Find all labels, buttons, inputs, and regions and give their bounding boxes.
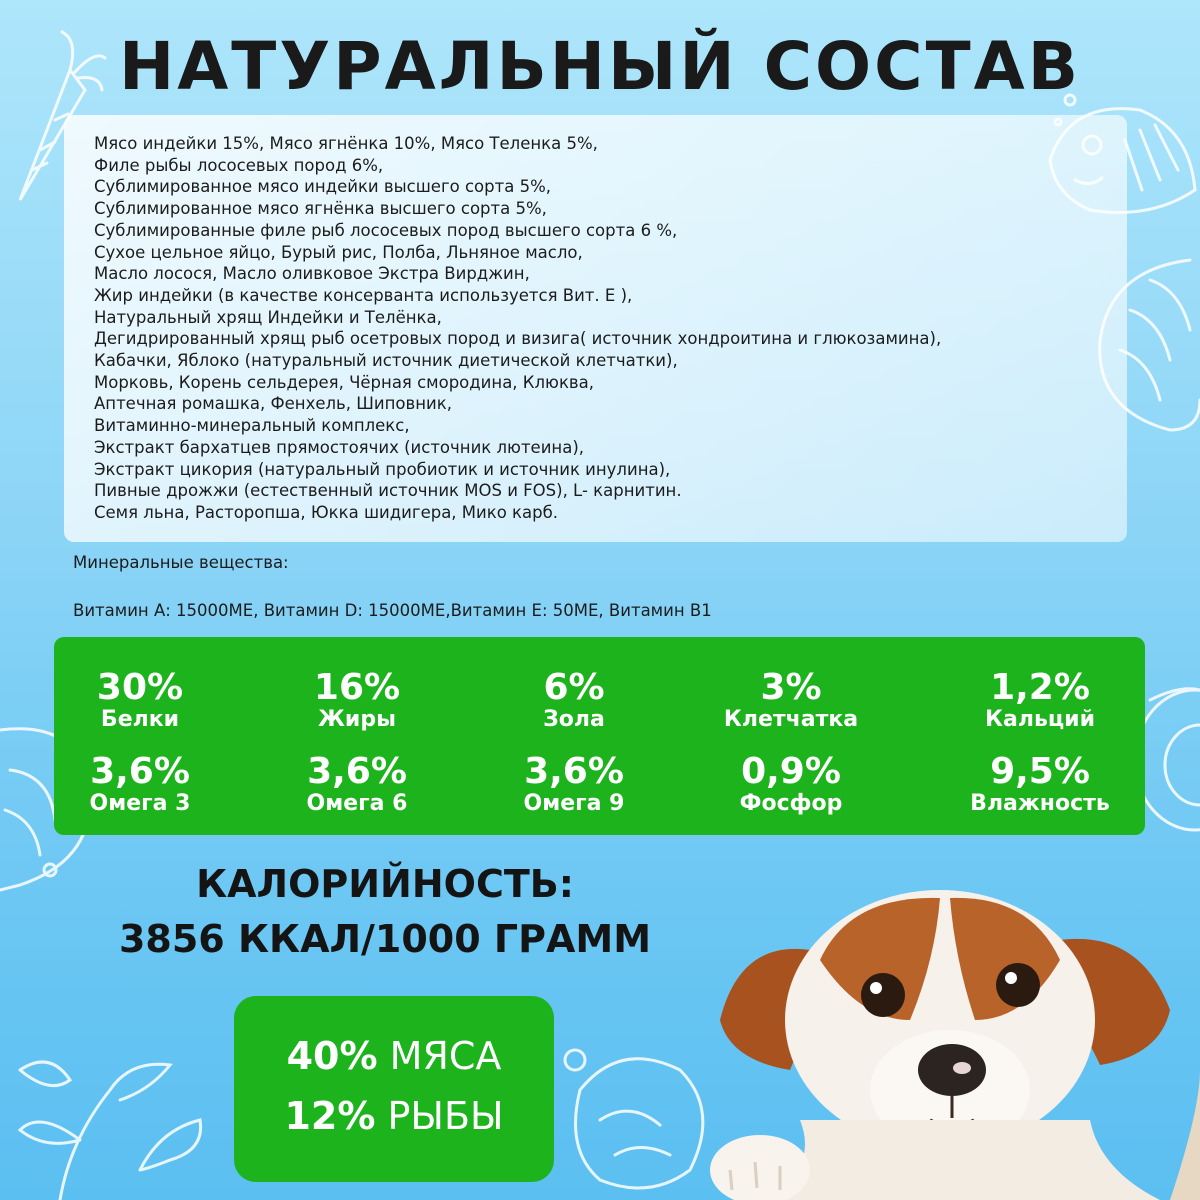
nutrient-stat	[940, 668, 1140, 732]
meat-label: МЯСА	[389, 1034, 502, 1078]
nutrient-stat	[40, 752, 240, 816]
ingredient-line: Сублимированное мясо индейки высшего сорта 5%,	[94, 177, 551, 197]
nutrient-label: Омега 3	[89, 791, 191, 816]
nutrient-value: 3,6%	[90, 751, 190, 792]
ingredient-line: Жир индейки (в качестве консерванта используется Вит. Е ),	[94, 285, 633, 305]
nutrient-label: Жиры	[318, 707, 396, 732]
nutrient-label: Омега 9	[523, 791, 625, 816]
ingredient-line: Сухое цельное яйцо, Бурый рис, Полба, Льняное масло,	[94, 242, 583, 262]
ingredient-line: Сублимированные филе рыб лососевых пород высшего сорта 6 %,	[94, 220, 678, 240]
ingredient-line: Экстракт бархатцев прямостоячих (источник лютеина),	[94, 437, 585, 457]
nutrient-label: Влажность	[970, 791, 1110, 816]
fish-line	[234, 1094, 554, 1138]
ingredient-line: Кабачки, Яблоко (натуральный источник диетической клетчатки),	[94, 351, 678, 371]
ingredient-line: Аптечная ромашка, Фенхель, Шиповник,	[94, 394, 452, 414]
ingredient-line: Дегидрированный хрящ рыб осетровых пород и визига( источник хондроитина и глюкозамина),	[94, 329, 942, 349]
nutrient-value: 3%	[760, 667, 822, 708]
nutrient-value: 1,2%	[990, 667, 1090, 708]
nutrient-stat	[474, 752, 674, 816]
nutrient-label: Клетчатка	[723, 707, 859, 732]
nutrient-value: 16%	[313, 667, 401, 708]
nutrient-stat	[691, 752, 891, 816]
nutrient-stat	[940, 752, 1140, 816]
nutrient-value: 30%	[96, 667, 184, 708]
meat-fish-badge	[234, 996, 554, 1182]
ingredient-line: Натуральный хрящ Индейки и Телёнка,	[94, 307, 442, 327]
nutrient-stat	[257, 752, 457, 816]
nutrient-value: 3,6%	[524, 751, 624, 792]
nutrient-stat	[474, 668, 674, 732]
ingredient-line: Морковь, Корень сельдерея, Чёрная смородина, Клюква,	[94, 372, 594, 392]
nutrient-label: Кальций	[985, 707, 1095, 732]
nutrient-label: Фосфор	[739, 791, 843, 816]
minerals-label: Минеральные вещества:	[73, 553, 289, 572]
meat-percent: 40%	[286, 1034, 378, 1078]
nutrient-stat	[257, 668, 457, 732]
ingredient-line: Филе рыбы лососевых пород 6%,	[94, 155, 384, 175]
parsley-icon	[0, 1030, 230, 1200]
chicken-icon	[560, 1030, 720, 1200]
calories-label: КАЛОРИЙНОСТЬ:	[196, 862, 574, 906]
puppy-photo	[700, 870, 1200, 1200]
nutrient-value: 3,6%	[307, 751, 407, 792]
nutrient-stat	[40, 668, 240, 732]
nutrient-label: Омега 6	[306, 791, 408, 816]
nutrient-label: Белки	[100, 707, 180, 732]
ingredient-line: Экстракт цикория (натуральный пробиотик и источник инулина),	[94, 459, 671, 479]
ingredient-line: Сублимированное мясо ягнёнка высшего сорта 5%,	[94, 199, 547, 219]
vitamins-text: Витамин А: 15000МЕ, Витамин D: 15000МЕ,Витамин Е: 50МЕ, Витамин В1	[73, 601, 712, 620]
page-title: НАТУРАЛЬНЫЙ СОСТАВ	[118, 28, 1081, 105]
meat-line	[234, 1034, 554, 1078]
ingredient-line: Витаминно-минеральный комплекс,	[94, 416, 410, 436]
ingredient-line: Масло лосося, Масло оливковое Экстра Вирджин,	[94, 264, 530, 284]
nutrient-stat	[691, 668, 891, 732]
ingredient-line: Семя льна, Расторопша, Юкка шидигера, Мико карб.	[94, 502, 559, 522]
nutrient-value: 0,9%	[741, 751, 841, 792]
nutrient-label: Зола	[543, 707, 605, 732]
nutrient-value: 6%	[543, 667, 605, 708]
ingredient-line: Мясо индейки 15%, Мясо ягнёнка 10%, Мясо Теленка 5%,	[94, 134, 598, 153]
nutrient-value: 9,5%	[990, 751, 1090, 792]
calories-value: 3856 ККАЛ/1000 ГРАММ	[118, 917, 652, 961]
fish-label: РЫБЫ	[387, 1094, 504, 1138]
fish-percent: 12%	[284, 1094, 376, 1138]
ingredient-line: Пивные дрожжи (естественный источник MOS и FOS), L- карнитин.	[94, 481, 682, 501]
ingredients-list	[94, 133, 1124, 524]
